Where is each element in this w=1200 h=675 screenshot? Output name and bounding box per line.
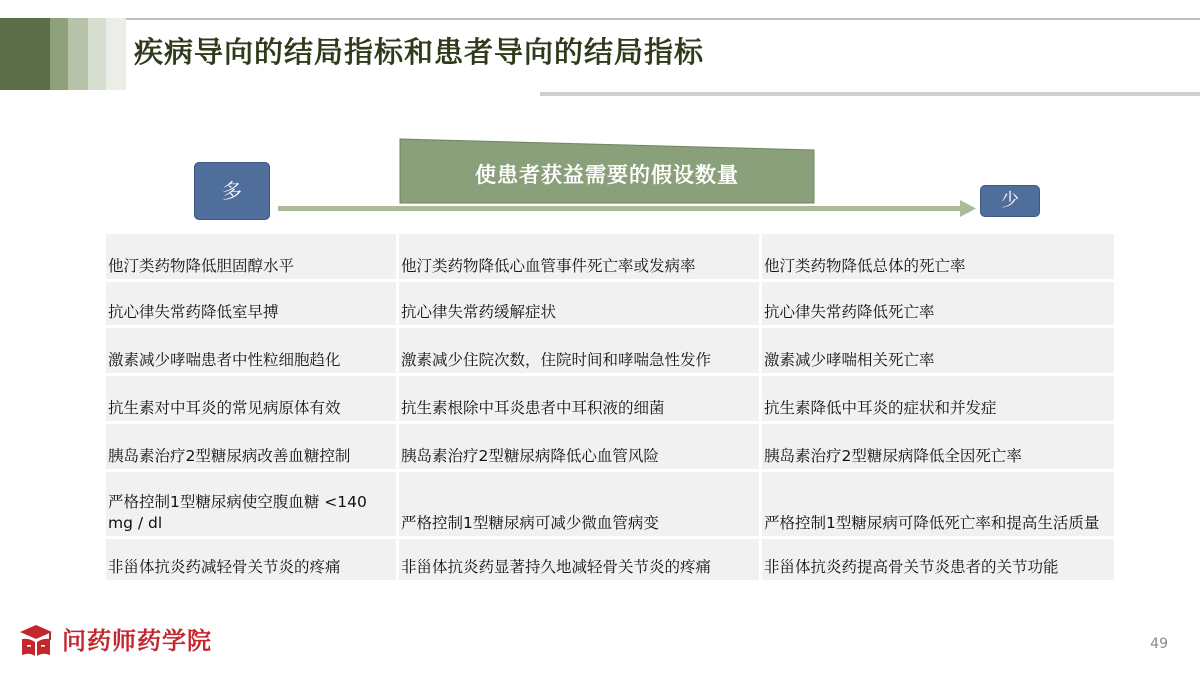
header-stripe — [68, 18, 88, 90]
table-cell: 抗心律失常药降低室早搏 — [106, 282, 396, 325]
table-row — [106, 424, 1114, 469]
many-label-box: 多 — [194, 162, 270, 220]
table-cell: 他汀类药物降低总体的死亡率 — [762, 234, 1114, 279]
direction-arrow — [278, 198, 978, 218]
table-cell: 非甾体抗炎药减轻骨关节炎的疼痛 — [106, 539, 396, 580]
header-stripe — [88, 18, 106, 90]
table-row — [106, 539, 1114, 580]
table-row — [106, 282, 1114, 325]
table-cell: 非甾体抗炎药提高骨关节炎患者的关节功能 — [762, 539, 1114, 580]
page-number: 49 — [1150, 636, 1168, 652]
brand-logo-text: 问药师药学院 — [62, 627, 212, 655]
table-cell: 激素减少哮喘患者中性粒细胞趋化 — [106, 328, 396, 373]
table-cell: 激素减少住院次数，住院时间和哮喘急性发作 — [399, 328, 759, 373]
table-cell: 抗心律失常药缓解症状 — [399, 282, 759, 325]
few-label-box: 少 — [980, 185, 1040, 217]
table-cell: 胰岛素治疗2型糖尿病降低全因死亡率 — [762, 424, 1114, 469]
table-cell: 非甾体抗炎药显著持久地减轻骨关节炎的疼痛 — [399, 539, 759, 580]
slide-title: 疾病导向的结局指标和患者导向的结局指标 — [134, 35, 705, 69]
table-cell: 他汀类药物降低胆固醇水平 — [106, 234, 396, 279]
table-cell: 胰岛素治疗2型糖尿病改善血糖控制 — [106, 424, 396, 469]
table-row — [106, 234, 1114, 279]
table-cell: 胰岛素治疗2型糖尿病降低心血管风险 — [399, 424, 759, 469]
header-rule — [540, 92, 1200, 96]
table-cell: 抗心律失常药降低死亡率 — [762, 282, 1114, 325]
header-stripe — [106, 18, 126, 90]
table-cell: 激素减少哮喘相关死亡率 — [762, 328, 1114, 373]
table-row — [106, 376, 1114, 421]
table-cell: 抗生素降低中耳炎的症状和并发症 — [762, 376, 1114, 421]
table-row — [106, 328, 1114, 373]
table-row — [106, 472, 1114, 536]
table-cell: 严格控制1型糖尿病可降低死亡率和提高生活质量 — [762, 472, 1114, 536]
outcome-table — [106, 234, 1114, 583]
assumptions-banner-label: 使患者获益需要的假设数量 — [475, 163, 739, 187]
header-stripe — [0, 18, 50, 90]
table-cell: 严格控制1型糖尿病使空腹血糖 <140 mg / dl — [106, 472, 396, 536]
table-cell: 抗生素对中耳炎的常见病原体有效 — [106, 376, 396, 421]
table-cell: 抗生素根除中耳炎患者中耳积液的细菌 — [399, 376, 759, 421]
header-stripe — [50, 18, 68, 90]
graduation-cap-book-icon — [18, 623, 54, 659]
table-cell: 他汀类药物降低心血管事件死亡率或发病率 — [399, 234, 759, 279]
table-cell: 严格控制1型糖尿病可减少微血管病变 — [399, 472, 759, 536]
